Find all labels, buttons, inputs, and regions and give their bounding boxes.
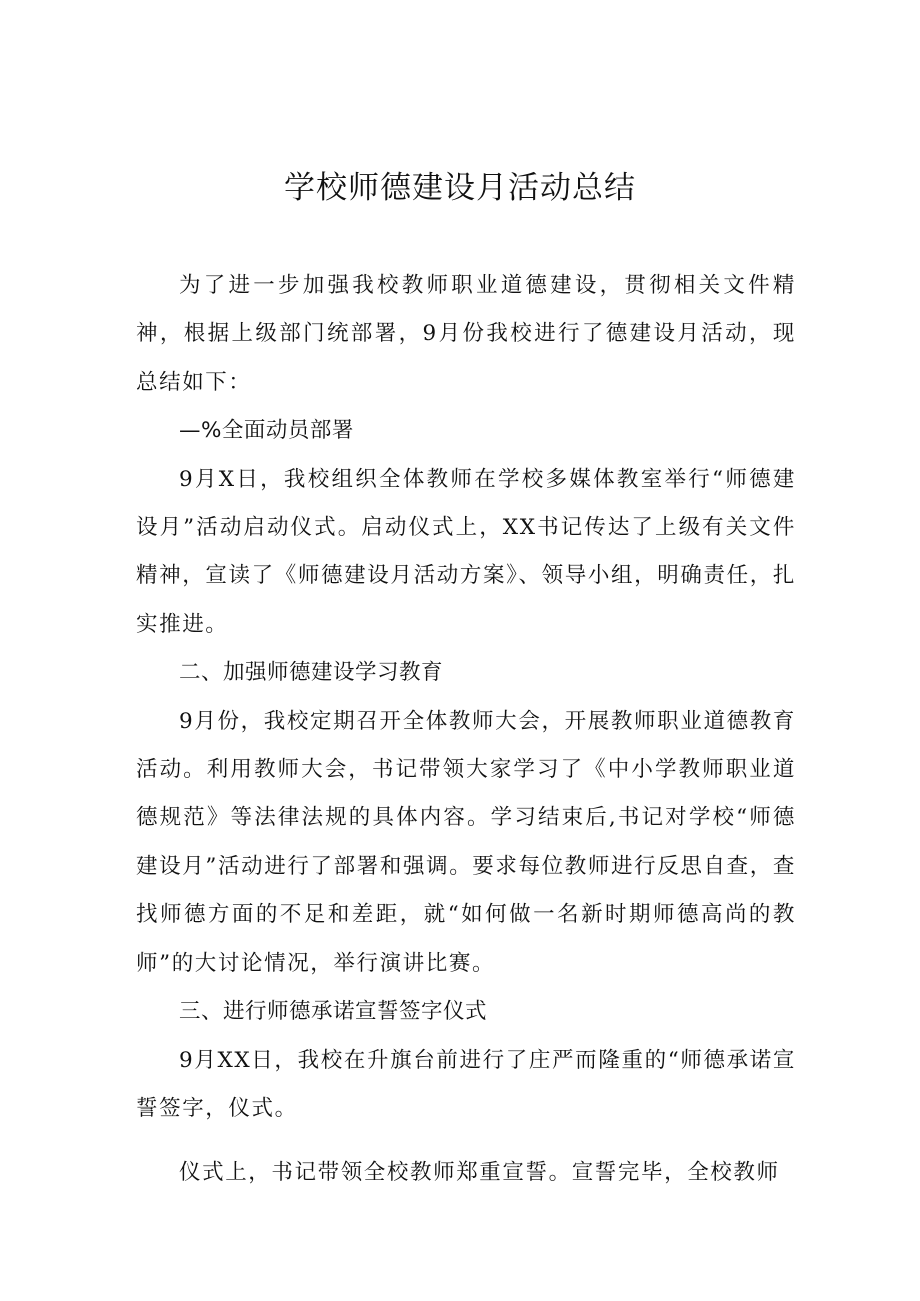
section-paragraph: 9月份，我校定期召开全体教师大会，开展教师职业道德教育活动。利用教师大会，书记带领大家学习了《中小学教师职业道德规范》等法律法规的具体内容。学习结束后,书记对学校“师德建设月”活动进行了部署和强调。要求每位教师进行反思自查，查找师德方面的不足和差距，就“如何做一名新时期师德高尚的教师”的大讨论情况，举行演讲比赛。: [136, 708, 796, 976]
section-mobilization: [136, 407, 796, 649]
document-title: 学校师德建设月活动总结: [284, 170, 636, 206]
section-paragraph: 9月XX日，我校在升旗台前进行了庄严而隆重的“师德承诺宣誓签字，仪式。: [136, 1047, 796, 1121]
section-heading: 三、进行师德承诺宣誓签字仪式: [179, 999, 488, 1025]
section-oath-ceremony: [136, 988, 796, 1198]
section-heading: 二、加强师德建设学习教育: [179, 660, 444, 686]
document-body: [136, 262, 796, 1198]
intro-paragraph: 为了进一步加强我校教师职业道德建设，贯彻相关文件精神，根据上级部门统部署，9月份我校进行了德建设月活动，现总结如下：: [136, 273, 796, 395]
section-heading: —%全面动员部署: [179, 418, 354, 444]
section-paragraph: 仪式上，书记带领全校教师郑重宣誓。宣誓完毕，全校教师: [179, 1160, 780, 1186]
section-study-education: [136, 649, 796, 988]
section-paragraph: 9月X日，我校组织全体教师在学校多媒体教室举行“师德建设月”活动启动仪式。启动仪式上，XX书记传达了上级有关文件精神，宣读了《师德建设月活动方案》、领导小组，明确责任，扎实推进。: [136, 466, 796, 637]
